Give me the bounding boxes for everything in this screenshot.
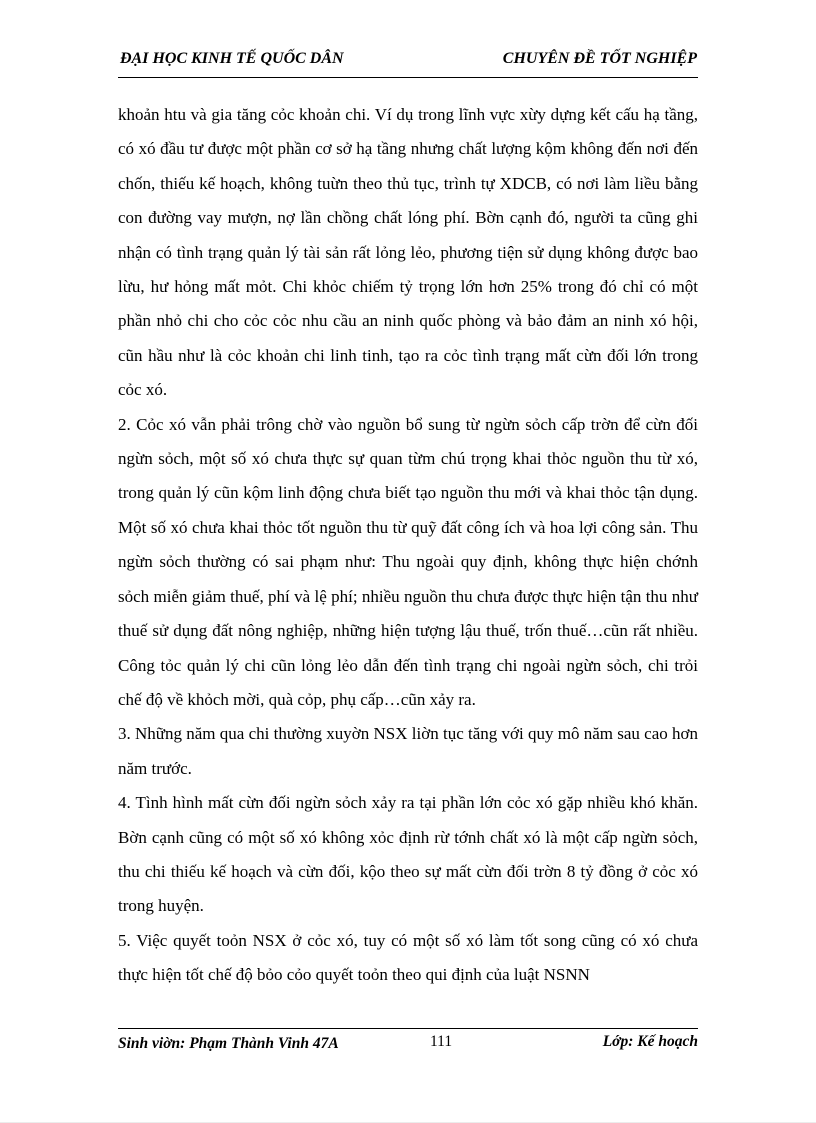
footer-page-number: 111 — [430, 1033, 453, 1050]
page-header — [120, 50, 697, 76]
header-university: ĐẠI HỌC KINH TẾ QUỐC DÂN — [120, 50, 344, 67]
footer-divider — [118, 1028, 698, 1029]
paragraph-1: khoản htu và gia tăng cỏc khoản chi. Ví dụ trong lĩnh vực xừy dựng kết cấu hạ tầng, có xó đầu tư được một phần cơ sở hạ tầng nhưng chất lượng kộm không đến nơi đến chốn, thiếu kế hoạch, không tuừn theo thủ tục, trình tự XDCB, có nơi làm liều bằng con đường vay mượn, nợ lần chồng chất lóng phí. Bờn cạnh đó, người ta cũng ghi nhận có tình trạng quản lý tài sản rất lỏng lẻo, phương tiện sử dụng không được bao lừu, hư hỏng mất mỏt. Chi khỏc chiếm tỷ trọng lớn hơn 25% trong đó chỉ có một phần nhỏ chi cho cỏc cỏc nhu cầu an ninh quốc phòng và bảo đảm an ninh xó hội, cũn hầu như là cỏc khoản chi linh tinh, tạo ra cỏc tình trạng mất cừn đối lớn trong cỏc xó. — [118, 105, 698, 400]
paragraph-4: 4. Tình hình mất cừn đối ngừn sỏch xảy ra tại phần lớn cỏc xó gặp nhiều khó khăn. Bờn cạnh cũng có một số xó không xỏc định rừ tớnh chất xó là một cấp ngừn sỏch, thu chi thiếu kế hoạch và cừn đối, kộo theo sự mất cừn đối trờn 8 tỷ đồng ở cỏc xó trong huyện. — [118, 793, 698, 916]
footer-student: Sinh viờn: Phạm Thành Vinh 47A — [118, 1035, 339, 1052]
header-divider — [118, 77, 698, 78]
footer-class: Lớp: Kế hoạch — [602, 1033, 698, 1050]
paragraph-2: 2. Cỏc xó vẫn phải trông chờ vào nguồn bổ sung từ ngừn sỏch cấp trờn để cừn đối ngừn sỏch, một số xó chưa thực sự quan từm chú trọng khai thỏc nguồn thu từ xó, trong quản lý cũn kộm linh động chưa biết tạo nguồn thu mới và khai thỏc tận dụng. Một số xó chưa khai thỏc tốt nguồn thu từ quỹ đất công ích và hoa lợi công sản. Thu ngừn sỏch thường có sai phạm như: Thu ngoài quy định, không thực hiện chớnh sỏch miễn giảm thuế, phí và lệ phí; nhiều nguồn thu chưa được thực hiện tận thu như thuế sử dụng đất nông nghiệp, những hiện tượng lậu thuế, trốn thuế…cũn rất nhiều. Công tỏc quản lý chi cũn lỏng lẻo dẫn đến tình trạng chi ngoài ngừn sỏch, chi trỏi chế độ về khỏch mời, quà cỏp, phụ cấp…cũn xảy ra. — [118, 414, 698, 709]
paragraph-5: 5. Việc quyết toỏn NSX ở cỏc xó, tuy có một số xó làm tốt song cũng có xó chưa thực hiện tốt chế độ bỏo cỏo quyết toỏn theo qui định của luật NSNN — [118, 930, 698, 985]
header-thesis-title: CHUYÊN ĐỀ TỐT NGHIỆP — [502, 50, 697, 67]
document-body — [118, 98, 698, 993]
paragraph-3: 3. Những năm qua chi thường xuyờn NSX liờn tục tăng với quy mô năm sau cao hơn năm trước. — [118, 724, 698, 778]
